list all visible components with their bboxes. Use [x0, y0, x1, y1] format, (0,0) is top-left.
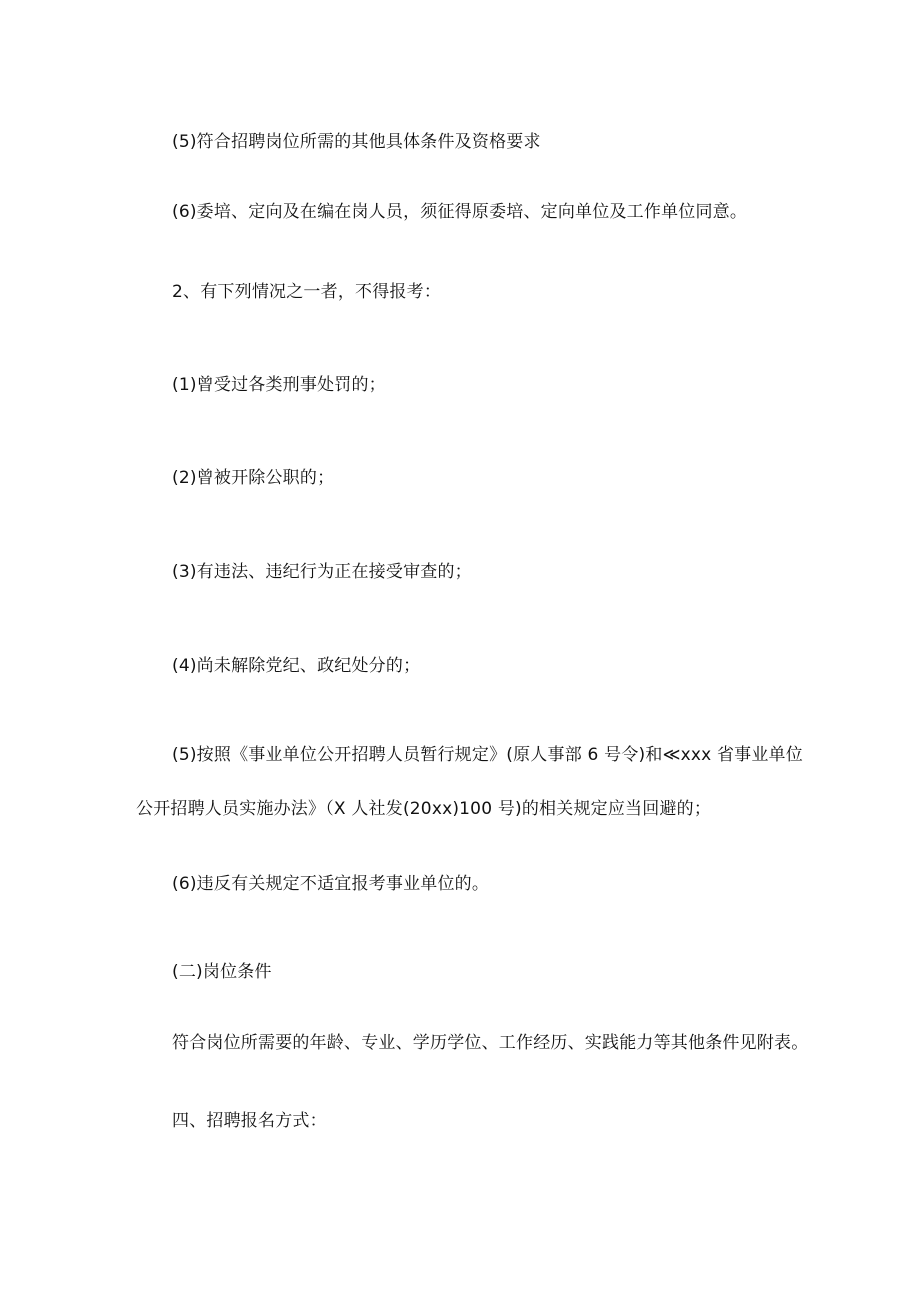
exclusion-heading: 2、有下列情况之一者，不得报考： — [172, 282, 442, 302]
exclusion-item-3: (3)有违法、违纪行为正在接受审查的； — [172, 562, 472, 582]
exclusion-item-1: (1)曾受过各类刑事处罚的； — [172, 375, 386, 395]
exclusion-item-4: (4)尚未解除党纪、政纪处分的； — [172, 656, 421, 676]
exclusion-item-6: (6)违反有关规定不适宜报考事业单位的。 — [172, 874, 490, 894]
position-conditions-heading: (二)岗位条件 — [172, 962, 272, 982]
registration-method-heading: 四、招聘报名方式： — [172, 1111, 327, 1131]
exclusion-item-5-line-2: 公开招聘人员实施办法》（X 人社发(20xx)100 号)的相关规定应当回避的； — [136, 799, 712, 819]
condition-item-6: (6)委培、定向及在编在岗人员，须征得原委培、定向单位及工作单位同意。 — [172, 202, 748, 222]
condition-item-5: (5)符合招聘岗位所需的其他具体条件及资格要求 — [172, 132, 541, 152]
exclusion-item-5-line-1: (5)按照《事业单位公开招聘人员暂行规定》(原人事部 6 号令)和≪xxx 省事业单位 — [172, 745, 803, 765]
position-conditions-text: 符合岗位所需要的年龄、专业、学历学位、工作经历、实践能力等其他条件见附表。 — [172, 1033, 809, 1053]
exclusion-item-2: (2)曾被开除公职的； — [172, 468, 335, 488]
